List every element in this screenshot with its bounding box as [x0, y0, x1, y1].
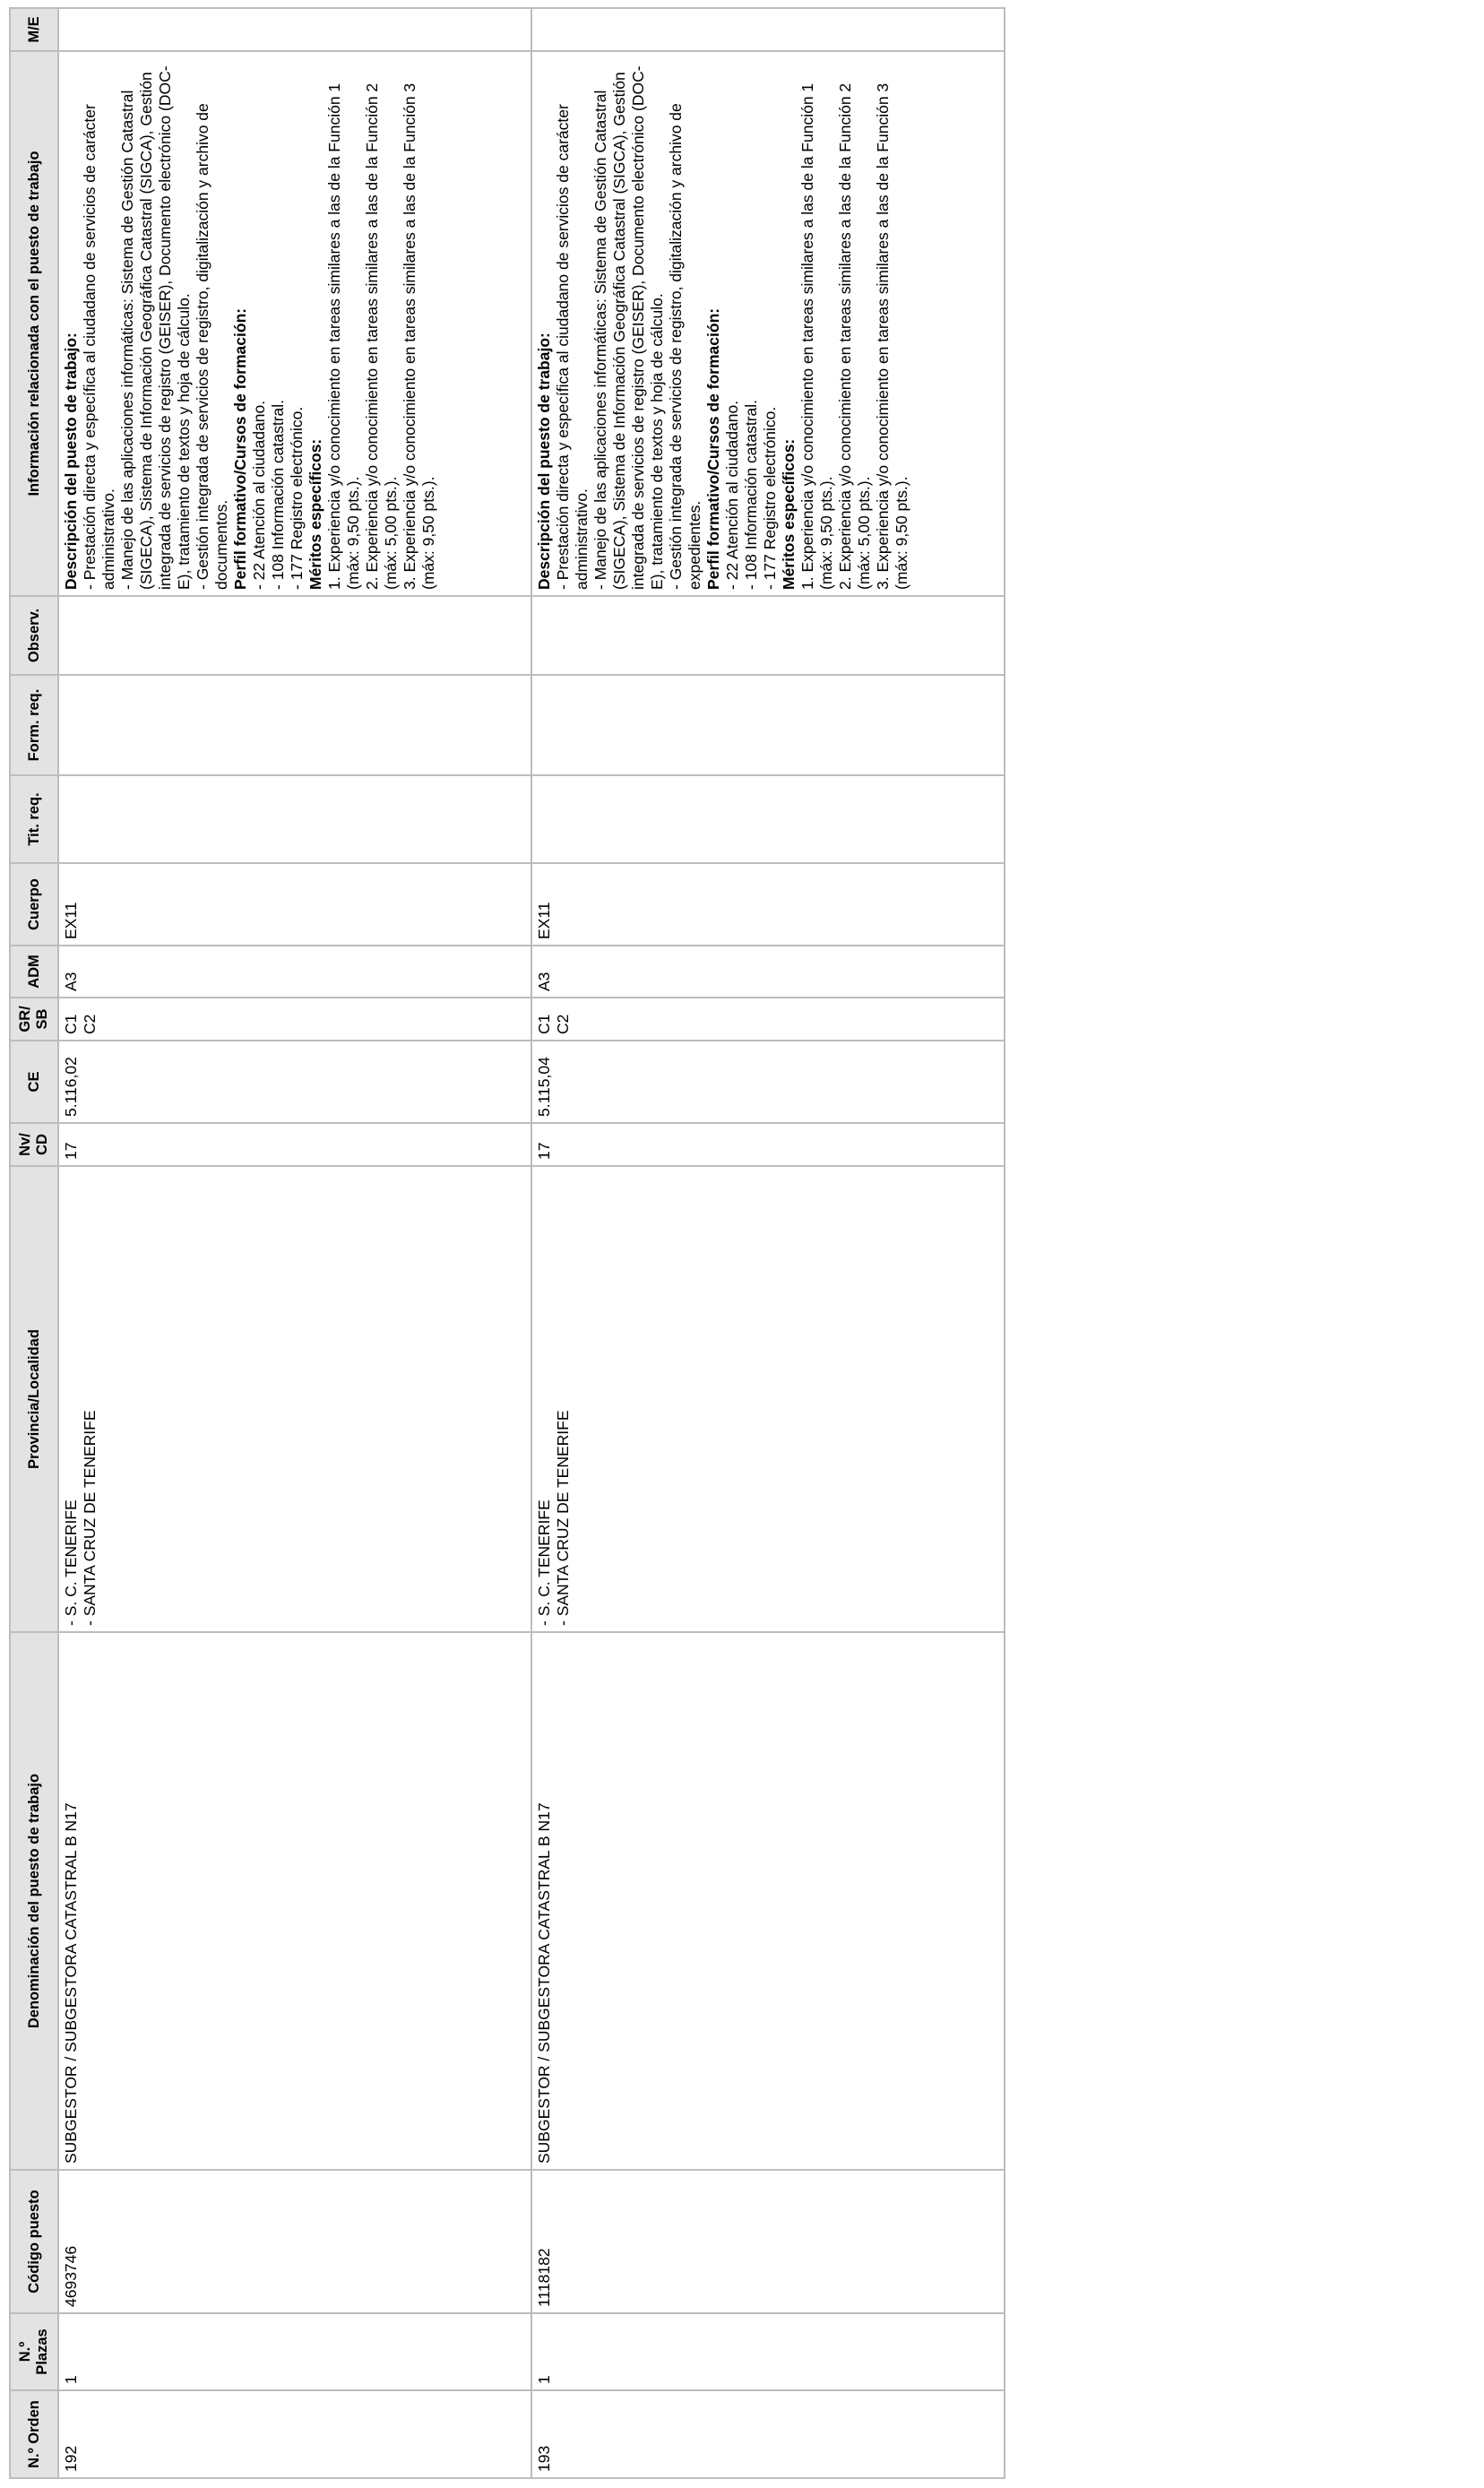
- info-heading: Descripción del puesto de trabajo:: [535, 333, 553, 590]
- info-block: [62, 57, 438, 590]
- info-line: - 177 Registro electrónico.: [288, 406, 306, 590]
- header-denominacion: Denominación del puesto de trabajo: [10, 1632, 58, 2170]
- cell-plazas: 1: [58, 2313, 531, 2390]
- cell-orden: 193: [531, 2390, 1005, 2478]
- info-heading: Méritos específicos:: [780, 438, 798, 590]
- cell-me: [531, 8, 1005, 51]
- info-line: - 108 Información catastral.: [742, 399, 760, 590]
- header-form: Form. req.: [10, 675, 58, 775]
- cell-adm: A3: [531, 946, 1005, 998]
- info-line: - 22 Atención al ciudadano.: [723, 400, 741, 590]
- header-info: Información relacionada con el puesto de trabajo: [10, 51, 58, 596]
- info-heading: Descripción del puesto de trabajo:: [62, 333, 80, 590]
- header-row: [10, 8, 58, 2478]
- info-block: [535, 57, 911, 590]
- header-codigo: Código puesto: [10, 2170, 58, 2313]
- info-heading: Perfil formativo/Cursos de formación:: [704, 307, 722, 590]
- cell-observ: [58, 596, 531, 675]
- sb-text: C2: [81, 1014, 99, 1034]
- table-row: [531, 8, 1005, 2478]
- header-orden: N.º Orden: [10, 2390, 58, 2478]
- cell-plazas: 1: [531, 2313, 1005, 2390]
- cell-cuerpo: EX11: [58, 863, 531, 946]
- cell-info: [58, 51, 531, 596]
- header-ce: CE: [10, 1041, 58, 1123]
- cell-gr-sb: [531, 998, 1005, 1041]
- gr-text: C1: [535, 1014, 553, 1034]
- localidad-text: - SANTA CRUZ DE TENERIFE: [554, 1410, 572, 1626]
- sb-text: C2: [554, 1014, 572, 1034]
- cell-ce: 5.116,02: [58, 1041, 531, 1123]
- info-line: - 22 Atención al ciudadano.: [250, 400, 268, 590]
- cell-gr-sb: [58, 998, 531, 1041]
- cell-codigo: 1118182: [531, 2170, 1005, 2313]
- cell-nivel: 17: [58, 1123, 531, 1166]
- cell-cuerpo: EX11: [531, 863, 1005, 946]
- info-heading: Perfil formativo/Cursos de formación:: [231, 307, 249, 590]
- table-row: [58, 8, 531, 2478]
- cell-adm: A3: [58, 946, 531, 998]
- header-adm: ADM: [10, 946, 58, 998]
- cell-provincia-localidad: [58, 1166, 531, 1632]
- header-nivel: Nv/ CD: [10, 1123, 58, 1166]
- cell-nivel: 17: [531, 1123, 1005, 1166]
- info-line: - Manejo de las aplicaciones informáticas: Sistema de Gestión Catastral (SIGECA), Sistema de Información Geográfica Catastral (SIGCA), Gestión integrada de servicios de registro (GEISER), Documento electrónico (DOC-E), tratamiento de textos y hoja de cálculo.: [118, 65, 193, 590]
- cell-tit: [531, 775, 1005, 863]
- info-line: 1. Experiencia y/o conocimiento en tareas similares a las de la Función 1 (máx: 9,50 pts.).: [798, 82, 835, 590]
- header-cuerpo: Cuerpo: [10, 863, 58, 946]
- cell-denominacion: SUBGESTOR / SUBGESTORA CATASTRAL B N17: [58, 1632, 531, 2170]
- localidad-text: - SANTA CRUZ DE TENERIFE: [81, 1410, 99, 1626]
- info-line: - Prestación directa y específica al ciudadano de servicios de carácter administrativo.: [81, 104, 117, 590]
- cell-observ: [531, 596, 1005, 675]
- cell-orden: 192: [58, 2390, 531, 2478]
- cell-form: [58, 675, 531, 775]
- info-line: 3. Experiencia y/o conocimiento en tareas similares a las de la Función 3 (máx: 9,50 pts.).: [401, 82, 437, 590]
- header-tit: Tit. req.: [10, 775, 58, 863]
- info-line: - Gestión integrada de servicios de registro, digitalización y archivo de documentos.: [194, 103, 230, 590]
- cell-provincia-localidad: [531, 1166, 1005, 1632]
- cell-ce: 5.115,04: [531, 1041, 1005, 1123]
- info-line: 3. Experiencia y/o conocimiento en tareas similares a las de la Función 3 (máx: 9,50 pts.).: [874, 82, 910, 590]
- info-line: 2. Experiencia y/o conocimiento en tareas similares a las de la Función 2 (máx: 5,00 pts.).: [363, 82, 400, 590]
- provincia-text: - S. C. TENERIFE: [535, 1499, 553, 1626]
- header-me: M/E: [10, 8, 58, 51]
- info-line: 2. Experiencia y/o conocimiento en tareas similares a las de la Función 2 (máx: 5,00 pts.).: [836, 82, 873, 590]
- gr-text: C1: [62, 1014, 80, 1034]
- cell-tit: [58, 775, 531, 863]
- header-gr-sb: GR/ SB: [10, 998, 58, 1041]
- cell-me: [58, 8, 531, 51]
- header-observ: Observ.: [10, 596, 58, 675]
- info-line: - Gestión integrada de servicios de registro, digitalización y archivo de expedientes.: [667, 103, 703, 590]
- info-line: - 177 Registro electrónico.: [761, 406, 779, 590]
- info-line: - Manejo de las aplicaciones informáticas: Sistema de Gestión Catastral (SIGECA), Sistema de Información Geográfica Catastral (SIGCA), Gestión integrada de servicios de registro (GEISER), Documento electrónico (DOC-E), tratamiento de textos y hoja de cálculo.: [591, 65, 666, 590]
- info-line: - Prestación directa y específica al ciudadano de servicios de carácter administrativo.: [554, 104, 591, 590]
- info-line: - 108 Información catastral.: [269, 399, 287, 590]
- job-positions-table: [9, 7, 1005, 2479]
- info-heading: Méritos específicos:: [306, 438, 324, 590]
- cell-form: [531, 675, 1005, 775]
- cell-info: [531, 51, 1005, 596]
- header-plazas: N.º Plazas: [10, 2313, 58, 2390]
- cell-codigo: 4693746: [58, 2170, 531, 2313]
- provincia-text: - S. C. TENERIFE: [62, 1499, 80, 1626]
- header-provincia: Provincia/Localidad: [10, 1166, 58, 1632]
- cell-denominacion: SUBGESTOR / SUBGESTORA CATASTRAL B N17: [531, 1632, 1005, 2170]
- info-line: 1. Experiencia y/o conocimiento en tareas similares a las de la Función 1 (máx: 9,50 pts.).: [325, 82, 362, 590]
